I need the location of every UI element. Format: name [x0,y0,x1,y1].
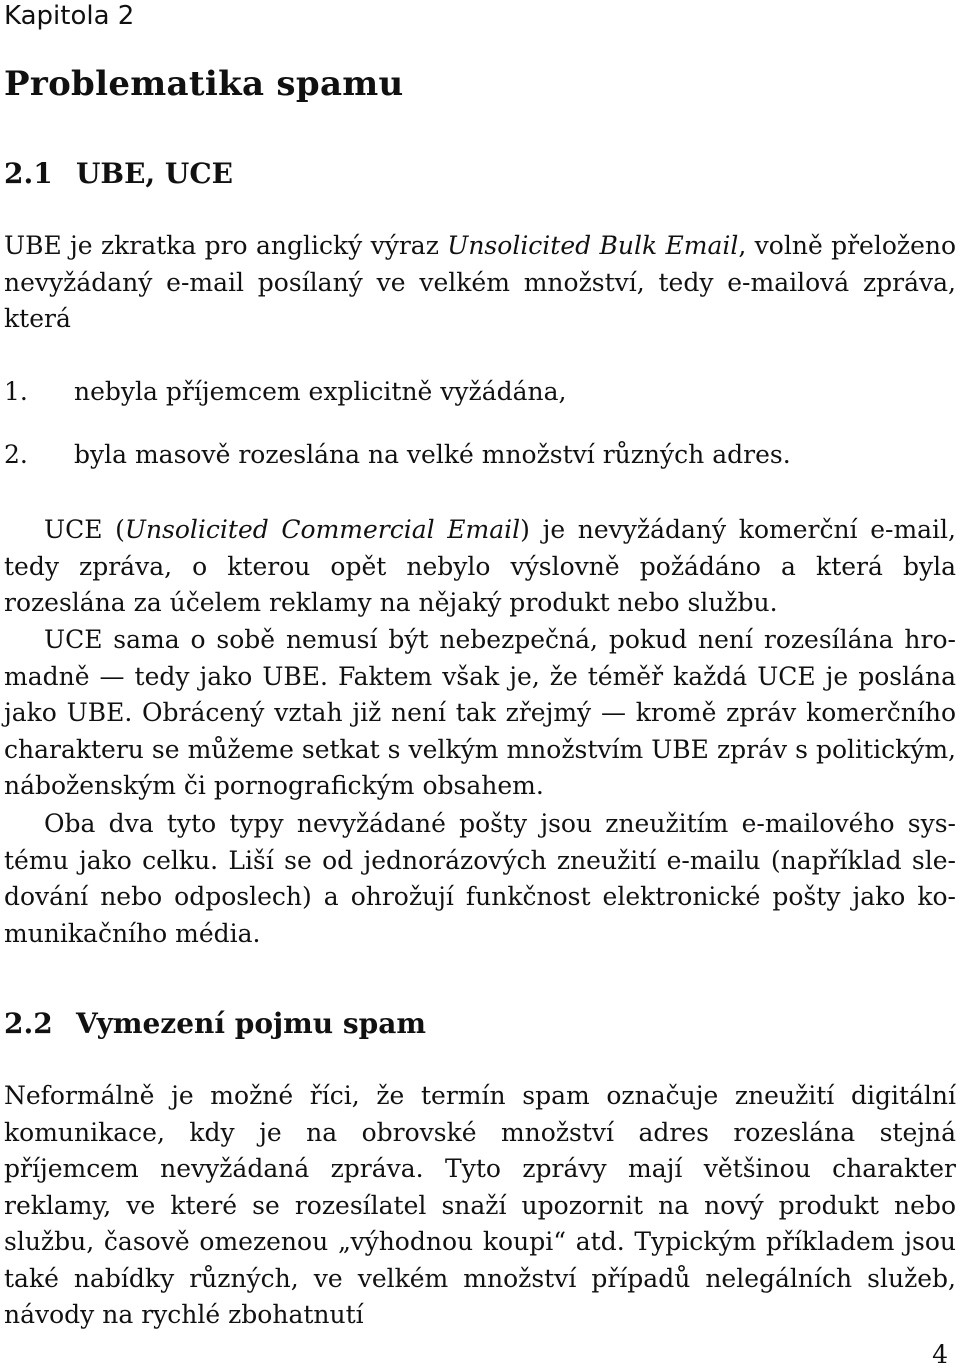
intro-text-before: UBE je zkratka pro anglický výraz [4,231,448,260]
section-intro-paragraph [4,228,956,338]
list-item-text: byla masově rozeslána na velké množství různých adres. [74,440,791,469]
uce-ube-relation-paragraph [4,622,956,805]
paragraph-text: Oba dva tyto typy nevyžádané pošty jsou zneužitím e-mailového systému jako celku. Liší se od jednorázových zneužití e-mailu (například sledování nebo odposlech) a ohrožují funkčnost elektronické pošty jako komunikačního média. [4,809,956,948]
uce-term: Unsolicited Commercial Email [124,515,521,544]
uce-text-after: ) je nevyžádaný komerční e-mail, tedy zpráva, o kterou opět nebylo výslovně požádáno a která byla rozeslána za účelem reklamy na nějaký produkt nebo službu. [4,515,957,617]
paragraph-text: UCE sama o sobě nemusí být nebezpečná, pokud není rozesílána hromadně — tedy jako UBE. Faktem však je, že téměř každá UCE je poslána jako UBE. Obrácený vztah již není tak zřejmý — kromě zpráv komerčního charakteru se můžeme setkat s velkým množstvím UBE zpráv s politickým, náboženským či pornografickým obsahem. [4,625,956,800]
section-heading-2-1 [4,156,233,192]
spam-definition-paragraph [4,1078,956,1334]
section-title: Vymezení pojmu spam [76,1007,426,1040]
list-item-text: nebyla příjemcem explicitně vyžádána, [74,377,567,406]
list-item [4,374,791,437]
list-item [4,437,791,500]
criteria-list [4,374,791,500]
section-heading-2-2 [4,1006,426,1042]
uce-text-before: UCE ( [44,515,125,544]
page-number: 4 [932,1340,948,1369]
uce-definition-paragraph [4,512,956,622]
list-marker: 1. [4,377,28,406]
section-title: UBE, UCE [76,157,233,190]
chapter-label: Kapitola 2 [4,1,135,31]
intro-term: Unsolicited Bulk Email [447,231,739,260]
chapter-title: Problematika spamu [4,64,404,104]
section-number: 2.1 [4,157,53,190]
list-marker: 2. [4,440,28,469]
intro-text-after: , volně přeloženo nevyžádaný e-mail posílaný ve velkém množství, tedy e-mailová zpráva, která [4,231,957,333]
paragraph-text: Neformálně je možné říci, že termín spam označuje zneužití digitální komunikace, kdy je na obrovské množství adres rozeslána stejná příjemcem nevyžádaná zpráva. Tyto zprávy mají většinou charakter reklamy, ve které se rozesílatel snaží upozornit na nový produkt nebo službu, časově omezenou „výhodnou koupi“ atd. Typickým příkladem jsou také nabídky různých, ve velkém množství případů nelegálních služeb, návody na rychlé zbohatnutí [4,1081,956,1329]
abuse-paragraph [4,806,956,952]
section-number: 2.2 [4,1007,53,1040]
document-page [4,0,956,1371]
